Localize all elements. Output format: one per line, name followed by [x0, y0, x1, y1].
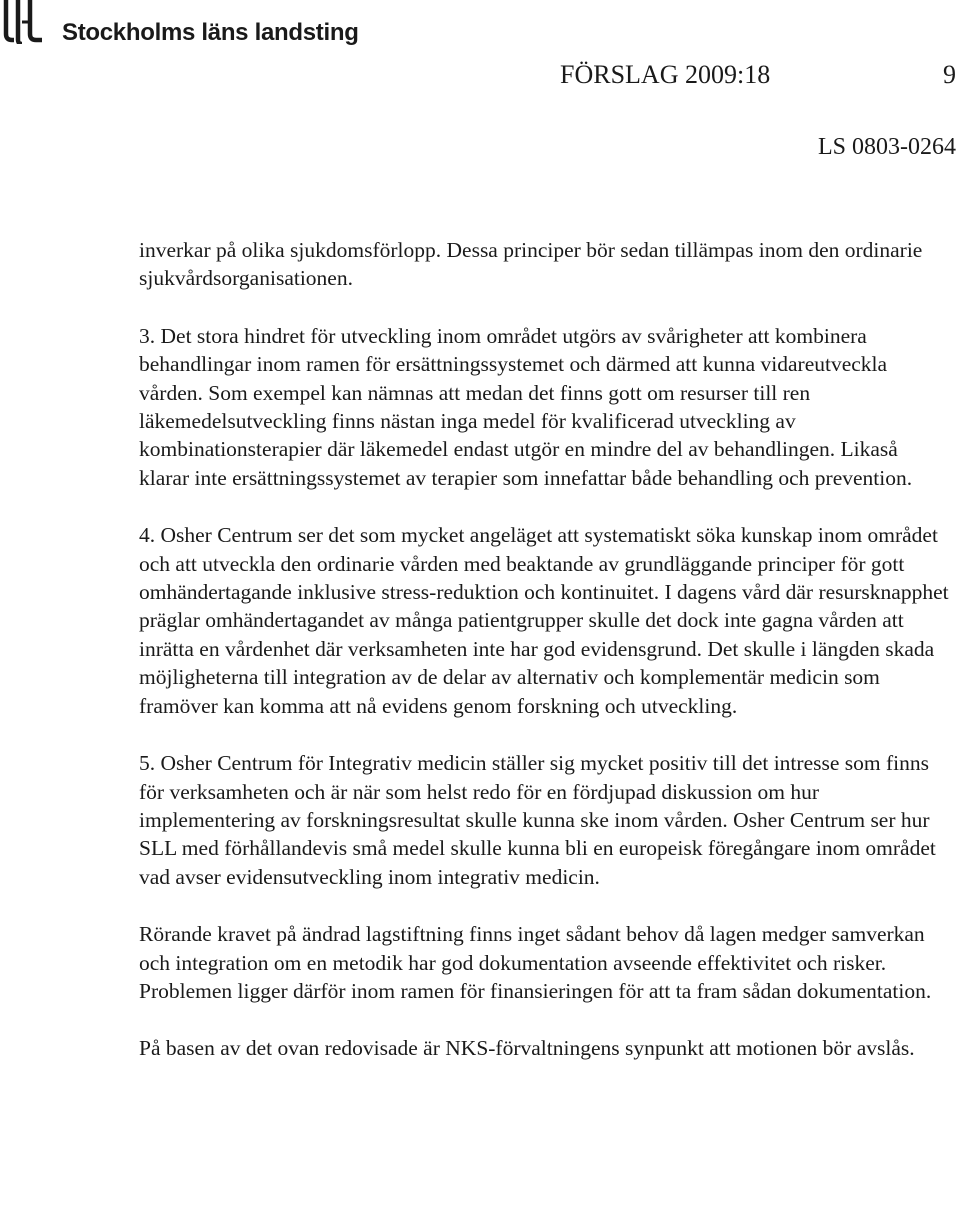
paragraph: 5. Osher Centrum för Integrativ medicin ställer sig mycket positiv till det intresse som finns för verksamheten och är när som helst redo för en fördjupad diskussion om hur implementering av forskningsresultat skulle kunna ske inom vården. Osher Centrum ser hur SLL med förhållandevis små medel skulle kunna bli en europeisk föregångare inom området vad avser evidensutveckling inom integrativ medicin. — [139, 751, 936, 889]
paragraph: inverkar på olika sjukdomsförlopp. Dessa principer bör sedan tillämpas inom den ordinarie sjukvårdsorganisationen. — [139, 238, 923, 291]
page-number: 9 — [943, 60, 956, 89]
org-name: Stockholms läns landsting — [62, 19, 359, 46]
paragraph: Rörande kravet på ändrad lagstiftning finns inget sådant behov då lagen medger samverkan och integration om en metodik har god dokumentation avseende effektivitet och risker. Problemen ligger därför inom ramen för finansieringen för att ta fram sådan dokumentation. — [139, 922, 932, 1003]
document-body — [139, 236, 951, 1092]
org-logo — [2, 0, 359, 47]
paragraph: 4. Osher Centrum ser det som mycket angeläget att systematiskt söka kunskap inom området och att utveckla den ordinarie vården med beaktande av grundläggande principer för gott omhändertagande inklusive stress-reduktion och kontinuitet. I dagens vård där resursknapphet präglar omhändertagandet av många patientgrupper skulle det dock inte gagna vården att inrätta en vårdenhet där verksamheten inte har god evidensgrund. Det skulle i längden skada möjligheterna till integration av de delar av alternativ och komplementär medicin som framöver kan komma att nå evidens genom forskning och utveckling. — [139, 523, 949, 718]
paragraph: På basen av det ovan redovisade är NKS-förvaltningens synpunkt att motionen bör avslås. — [139, 1036, 915, 1061]
sll-logo-icon — [2, 0, 52, 44]
document-title: FÖRSLAG 2009:18 — [560, 60, 771, 89]
paragraph: 3. Det stora hindret för utveckling inom området utgörs av svårigheter att kombinera behandlingar inom ramen för ersättningssystemet och därmed att kunna vidareutveckla vården. Som exempel kan nämnas att medan det finns gott om resurser till ren läkemedelsutveckling finns nästan inga medel för kvalificerad utveckling av kombinationsterapier där läkemedel endast utgör en mindre del av behandlingen. Likaså klarar inte ersättningssystemet av terapier som innefattar både behandling och prevention. — [139, 323, 913, 490]
document-reference: LS 0803-0264 — [818, 134, 956, 160]
